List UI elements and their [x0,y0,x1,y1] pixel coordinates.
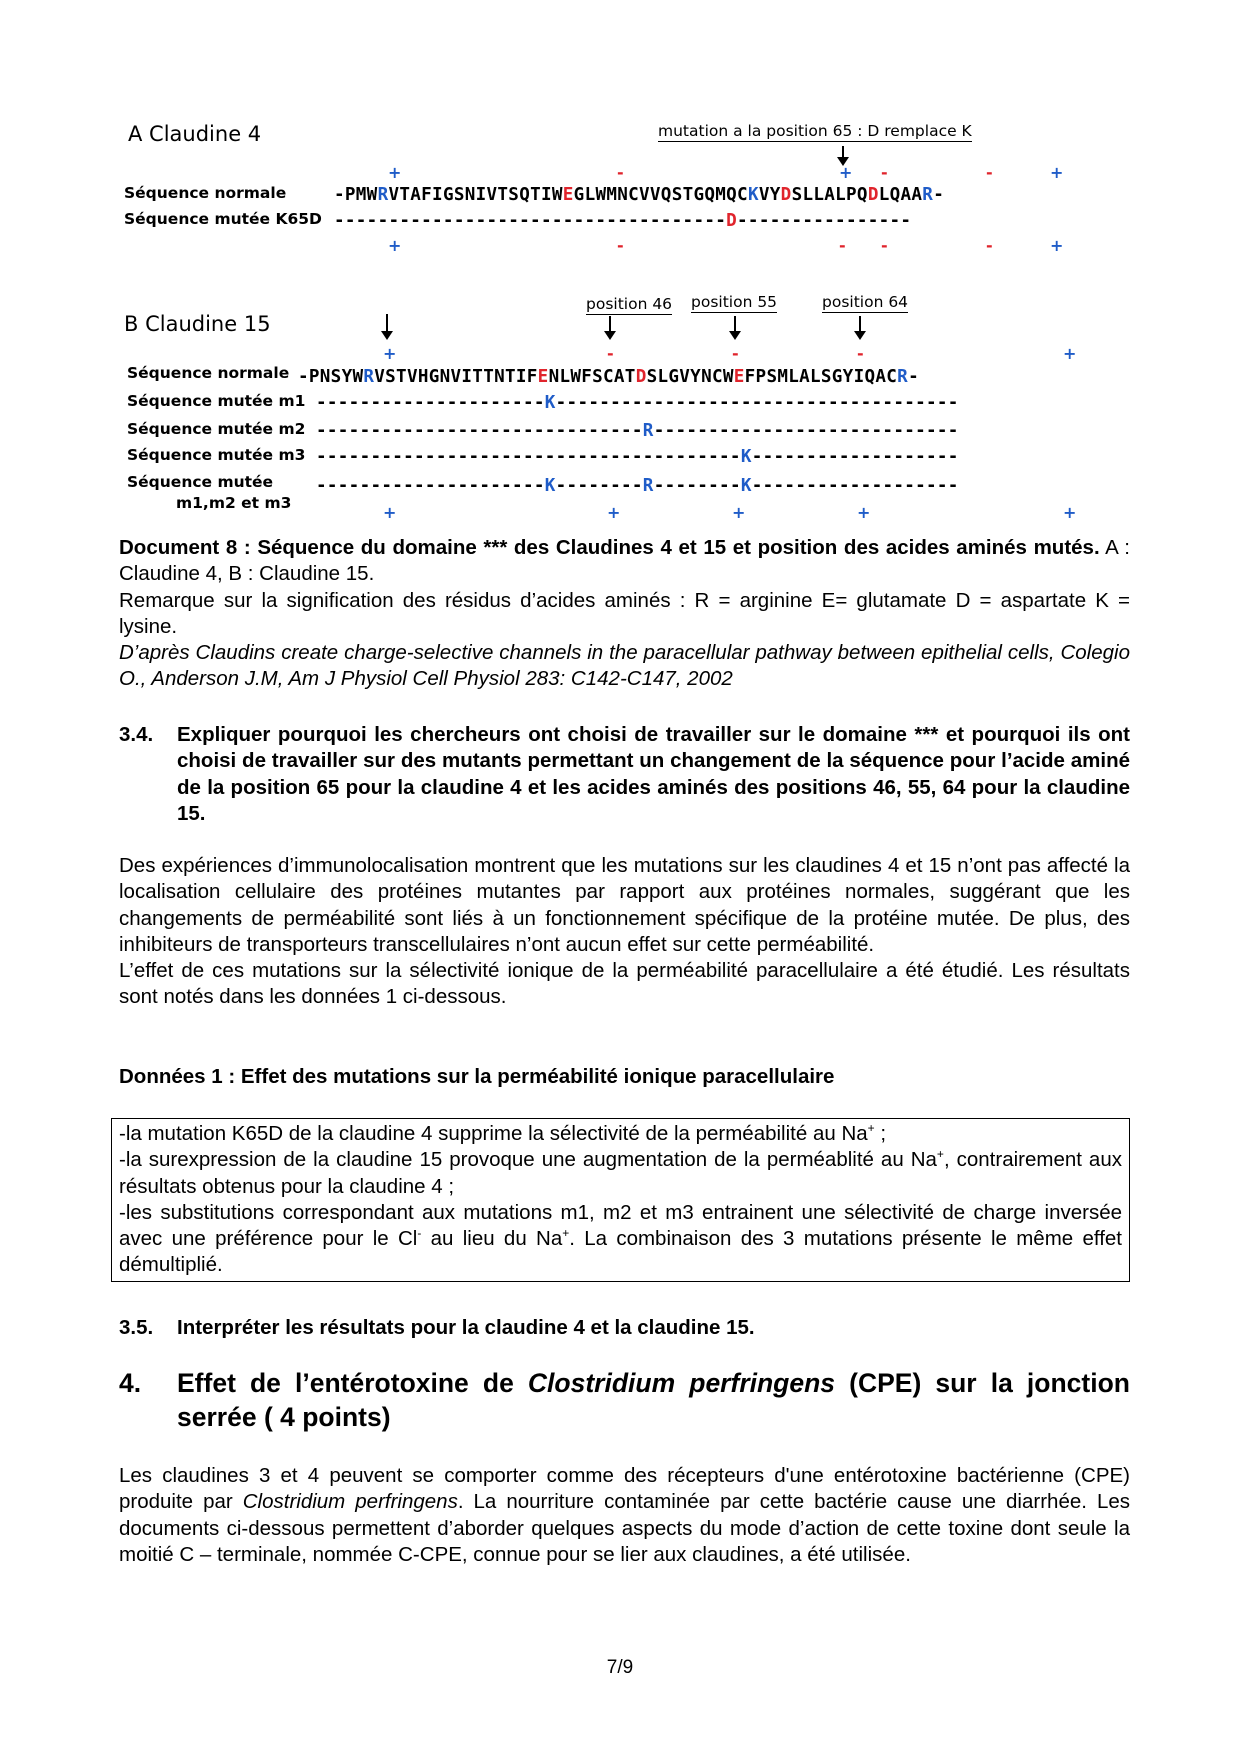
position-46-note: position 46 [586,295,673,313]
sequence-m1-m2-m3: ---------------------K--------R--------K------------------- [316,476,959,496]
charge-plus: + [732,503,746,522]
paragraph-cpe: Les claudines 3 et 4 peuvent se comporter comme des récepteurs d'une entérotoxine bactérienne (CPE) produite par Clostridium perfringens. La nourriture contaminée par cette bactérie cause une diarrhée. Les documents ci-dessous permettent d’aborder quelques aspects du mode d’action de cette toxine dont seule la moitié C – terminale, nommée C-CPE, connue pour se lier aux claudines, a été utilisée. [119,1464,1130,1566]
arrow-down-icon [859,316,861,332]
label-mutant-a: Séquence mutée K65D [124,210,322,228]
sequence-m2: ------------------------------R---------------------------- [316,421,959,441]
charge-plus: + [1063,344,1077,363]
mutation-note: mutation a la position 65 : D remplace K [658,122,972,140]
sequence-m1: ---------------------K------------------------------------- [316,393,959,413]
charge-minus: - [607,344,614,363]
charge-minus: - [617,163,624,182]
charge-plus: + [857,503,871,522]
charge-plus: + [1050,236,1064,255]
charge-minus: - [857,344,864,363]
charge-minus: - [881,163,888,182]
charge-minus: - [881,236,888,255]
charge-plus: + [383,503,397,522]
charge-minus: - [732,344,739,363]
charge-plus: + [1050,163,1064,182]
question-3-4: 3.4. Expliquer pourquoi les chercheurs ont choisi de travailler sur le domaine *** et pourquoi ils ont choisi de travailler sur des mutants permettant un changement de la séquence pour l’acide aminé de la position 65 pour la claudine 4 et les acides aminés des positions 46, 55, 64 pour la claudine 15. [119,723,1130,825]
panel-b-title: B Claudine 15 [124,312,271,336]
sequence-normal-claudine4: -PMWRVTAFIGSNIVTSQTIWEGLWMNCVVQSTGQMQCKVYDSLLALPQDLQAAR- [334,185,945,205]
charge-minus: - [986,236,993,255]
charge-plus: + [388,163,402,182]
panel-a-title: A Claudine 4 [128,122,262,146]
paragraph-immunolocalisation: Des expériences d’immunolocalisation montrent que les mutations sur les claudines 4 et 15 n’ont pas affecté la localisation cellulaire des protéines mutantes par rapport aux protéines normales, suggérant que les changements de perméabilité sont liés à un fonctionnement spécifique de la protéine mutée. De plus, des inhibiteurs de transporteurs transcellulaires n’ont aucun effet sur cette perméabilité. L’effet de ces mutations sur la sélectivité ionique de la perméabilité paracellulaire a été étudié. Les résultats sont notés dans les données 1 ci-dessous. [119,854,1130,1009]
label-normal-b: Séquence normale [127,364,290,382]
sequence-mutant-k65d: ------------------------------------D---------------- [334,211,912,231]
charge-plus: + [388,236,402,255]
label-m3: Séquence mutée m3 [127,446,306,464]
charge-minus: - [617,236,624,255]
label-m2: Séquence mutée m2 [127,420,306,438]
charge-minus: - [839,236,846,255]
sequence-normal-claudine15: -PNSYWRVSTVHGNVITTNTIFENLWFSCATDSLGVYNCWEFPSMLALSGYIQACR- [298,367,919,387]
arrow-down-icon [386,314,388,332]
arrow-down-icon [734,316,736,332]
charge-plus: + [1063,503,1077,522]
label-all-line2: m1,m2 et m3 [176,494,292,512]
arrow-down-icon [609,316,611,332]
label-normal-a: Séquence normale [124,184,287,202]
position-55-note: position 55 [691,293,778,311]
label-m1: Séquence mutée m1 [127,392,306,410]
section-4-heading: 4. Effet de l’entérotoxine de Clostridium perfringens (CPE) sur la jonction serrée ( 4 points) [119,1368,1130,1432]
donnees-title: Données 1 : Effet des mutations sur la perméabilité ionique paracellulaire [119,1065,835,1088]
charge-plus: + [383,344,397,363]
question-3-5: 3.5. Interpréter les résultats pour la claudine 4 et la claudine 15. [119,1316,755,1339]
sequence-m3: ---------------------------------------K------------------- [316,447,959,467]
donnees-box: -la mutation K65D de la claudine 4 supprime la sélectivité de la perméabilité au Na+ ; -la surexpression de la claudine 15 provoque une augmentation de la perméablité au Na+, contrairement aux résultats obtenus pour la claudine 4 ; -les substitutions correspondant aux mutations m1, m2 et m3 entrainent une sélectivité de charge inversée avec une préférence pour le Cl- au lieu du Na+. La combinaison des 3 mutations présente le même effet démultiplié. [111,1118,1130,1282]
charge-minus: - [986,163,993,182]
page-number: 7/9 [606,1657,634,1678]
figure-caption: Document 8 : Séquence du domaine *** des Claudines 4 et 15 et position des acides aminés mutés. A : Claudine 4, B : Claudine 15. Remarque sur la signification des résidus d’acides aminés : R = arginine E= glutamate D = aspartate K = lysine. D’après Claudins create charge-selective channels in the paracellular pathway between epithelial cells, Colegio O., Anderson J.M, Am J Physiol Cell Physiol 283: C142-C147, 2002 [119,536,1131,691]
charge-plus: + [607,503,621,522]
charge-plus: + [839,163,853,182]
arrow-down-icon [842,146,844,158]
position-64-note: position 64 [822,293,909,311]
label-all-line1: Séquence mutée [127,473,274,491]
